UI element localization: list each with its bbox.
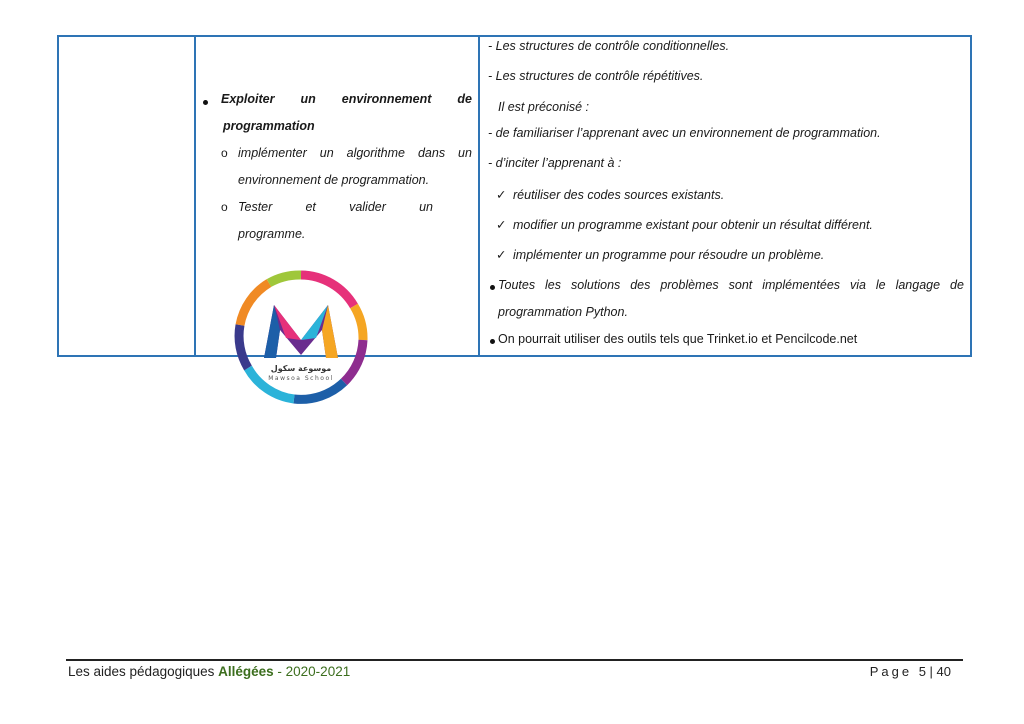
bullet-icon (490, 285, 495, 290)
content-table (57, 35, 972, 357)
content-line-conditional: - Les structures de contrôle conditionnelles. (488, 39, 730, 53)
sub-objective-1-line2: environnement de programmation. (238, 173, 430, 187)
content-line-encourage: - d’inciter l’apprenant à : (488, 156, 622, 170)
objective-title-line2: programmation (223, 119, 315, 133)
check-icon: ✓ (496, 218, 507, 232)
circle-bullet-icon: o (221, 146, 228, 160)
tools-bullet: On pourrait utiliser des outils tels que Trinket.io et Pencilcode.net (498, 332, 858, 346)
circle-bullet-icon: o (221, 200, 228, 214)
sub-objective-1-line1: implémenter un algorithme dans un (238, 146, 472, 160)
footer-title: Les aides pédagogiques Allégées - 2020-2021 (68, 664, 351, 679)
logo-latin-text: Mawsoa School (268, 375, 334, 382)
footer-rule (66, 659, 963, 661)
sub-objective-2-line2: programme. (238, 227, 306, 241)
bullet-icon (490, 339, 495, 344)
logo-arabic-text: موسوعة سكول (270, 364, 332, 373)
python-bullet-line2: programmation Python. (498, 305, 628, 319)
bullet-icon (203, 100, 208, 105)
content-line-familiarize: - de familiariser l’apprenant avec un environnement de programmation. (488, 126, 881, 140)
check-item-3: ✓ implémenter un programme pour résoudre un problème. (496, 248, 825, 262)
content-line-recommended: Il est préconisé : (498, 100, 590, 114)
page-number: Page 5 | 40 (869, 664, 951, 679)
mawsoa-school-logo (234, 270, 368, 404)
content-line-repetitive: - Les structures de contrôle répétitives. (488, 69, 704, 83)
check-icon: ✓ (496, 188, 507, 202)
check-item-1: ✓ réutiliser des codes sources existants. (496, 188, 725, 202)
check-icon: ✓ (496, 248, 507, 262)
sub-objective-2-line1: Tester et valider un (238, 200, 433, 214)
check-item-2: ✓ modifier un programme existant pour obtenir un résultat différent. (496, 218, 873, 232)
table-column-1 (59, 37, 196, 355)
python-bullet-line1: Toutes les solutions des problèmes sont implémentées via le langage de (498, 278, 964, 292)
objective-title-line1: Exploiter un environnement de (221, 92, 472, 106)
table-column-3 (480, 37, 970, 355)
